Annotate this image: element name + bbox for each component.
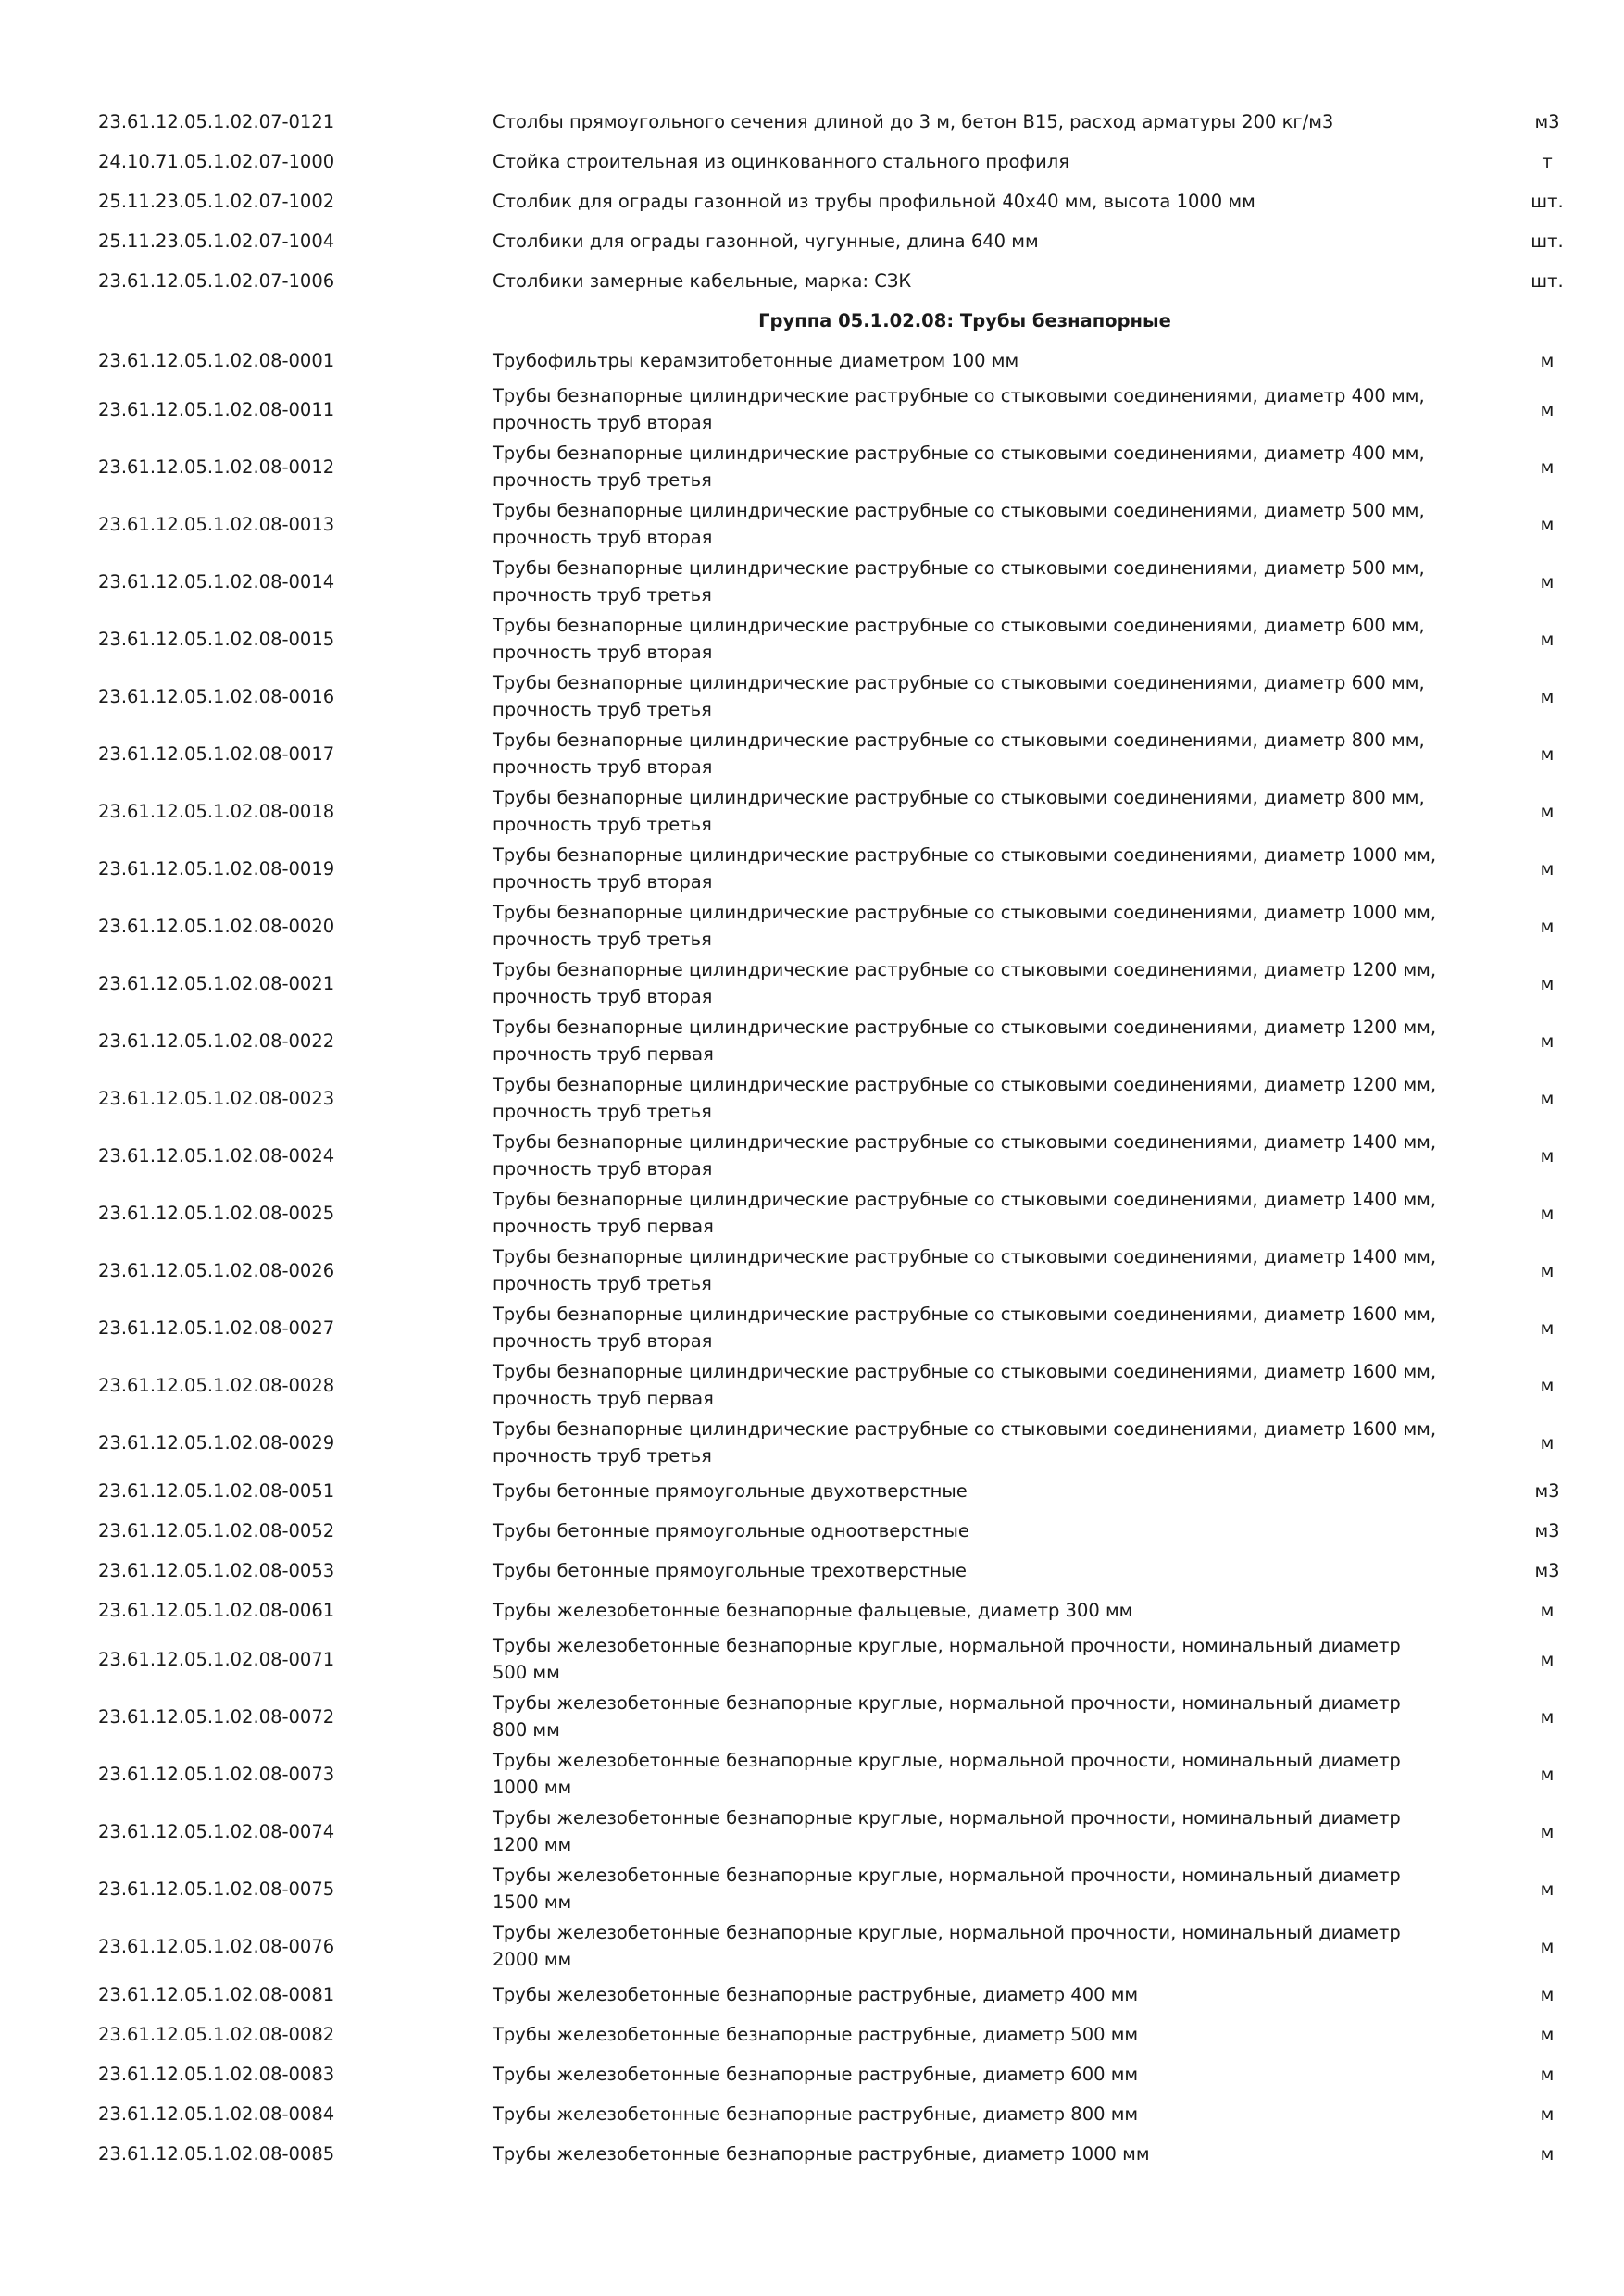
row-code: 23.61.12.05.1.02.08-0076 [98, 1935, 335, 1957]
row-code: 23.61.12.05.1.02.08-0026 [98, 1259, 335, 1281]
row-description: Трубы безнапорные цилиндрические раструбные со стыковыми соединениями, диаметр 600 мм, прочность труб третья [493, 672, 1425, 720]
row-unit: м3 [1534, 1480, 1560, 1502]
row-code: 23.61.12.05.1.02.08-0081 [98, 1984, 335, 2005]
table-row [0, 1242, 1624, 1299]
row-unit: м [1540, 570, 1555, 593]
row-unit: м [1540, 857, 1555, 880]
row-code: 23.61.12.05.1.02.08-0061 [98, 1600, 335, 1621]
row-unit: м [1540, 1648, 1555, 1670]
table-row [0, 1551, 1624, 1591]
row-code: 23.61.12.05.1.02.08-0028 [98, 1374, 335, 1396]
row-description: Трубы железобетонные безнапорные круглые, нормальной прочности, номинальный диаметр 2000 мм [493, 1922, 1401, 1970]
table-row [0, 668, 1624, 725]
row-code: 23.61.12.05.1.02.08-0027 [98, 1316, 335, 1339]
row-code: 23.61.12.05.1.02.08-0072 [98, 1705, 335, 1728]
table-row [0, 1917, 1624, 1975]
row-code: 23.61.12.05.1.02.08-0017 [98, 742, 335, 765]
row-description: Трубы железобетонные безнапорные фальцевые, диаметр 300 мм [493, 1600, 1133, 1621]
row-unit: м [1540, 2024, 1555, 2045]
row-description: Трубы безнапорные цилиндрические раструбные со стыковыми соединениями, диаметр 1400 мм, прочность труб третья [493, 1246, 1437, 1294]
row-code: 23.61.12.05.1.02.07-1006 [98, 270, 335, 292]
table-row [0, 782, 1624, 840]
row-code: 23.61.12.05.1.02.08-0001 [98, 350, 335, 371]
row-unit: м [1540, 1600, 1555, 1621]
row-unit: м [1540, 1878, 1555, 1900]
row-description: Трубы железобетонные безнапорные круглые, нормальной прочности, номинальный диаметр 1200 мм [493, 1807, 1401, 1855]
row-unit: м [1540, 1984, 1555, 2005]
table-row [0, 725, 1624, 782]
row-description: Трубы бетонные прямоугольные двухотверстные [493, 1480, 968, 1502]
table-row [0, 341, 1624, 381]
row-code: 23.61.12.05.1.02.08-0018 [98, 800, 335, 822]
row-code: 23.61.12.05.1.02.08-0073 [98, 1763, 335, 1785]
row-description: Трубы железобетонные безнапорные раструбные, диаметр 400 мм [493, 1984, 1139, 2005]
row-code: 23.61.12.05.1.02.08-0014 [98, 570, 335, 593]
table-row [0, 955, 1624, 1012]
row-description: Трубы безнапорные цилиндрические раструбные со стыковыми соединениями, диаметр 1200 мм, прочность труб вторая [493, 959, 1437, 1007]
table-row [0, 261, 1624, 301]
row-code: 23.61.12.05.1.02.08-0085 [98, 2143, 335, 2165]
table-row [0, 553, 1624, 610]
row-unit: шт. [1530, 270, 1564, 292]
row-description: Трубы железобетонные безнапорные раструбные, диаметр 600 мм [493, 2064, 1139, 2085]
row-description: Трубы безнапорные цилиндрические раструбные со стыковыми соединениями, диаметр 1600 мм, прочность труб первая [493, 1361, 1437, 1409]
row-unit: шт. [1530, 231, 1564, 252]
row-description: Столбы прямоугольного сечения длиной до 3 м, бетон В15, расход арматуры 200 кг/м3 [493, 111, 1334, 132]
row-code: 23.61.12.05.1.02.08-0019 [98, 857, 335, 880]
row-code: 23.61.12.05.1.02.08-0075 [98, 1878, 335, 1900]
rows-before-group [0, 102, 1624, 301]
row-description: Трубы железобетонные безнапорные круглые, нормальной прочности, номинальный диаметр 800 мм [493, 1692, 1401, 1741]
row-unit: м [1540, 1259, 1555, 1281]
table-row [0, 1299, 1624, 1356]
row-description: Трубы безнапорные цилиндрические раструбные со стыковыми соединениями, диаметр 1200 мм, прочность труб первая [493, 1017, 1437, 1065]
row-unit: м [1540, 1935, 1555, 1957]
row-description: Трубы безнапорные цилиндрические раструбные со стыковыми соединениями, диаметр 800 мм, прочность труб третья [493, 787, 1425, 835]
row-code: 23.61.12.05.1.02.08-0051 [98, 1480, 335, 1502]
table-row [0, 495, 1624, 553]
table-row [0, 1356, 1624, 1414]
row-unit: м [1540, 1374, 1555, 1396]
row-description: Столбики замерные кабельные, марка: СЗК [493, 270, 912, 292]
row-unit: м3 [1534, 111, 1560, 132]
table-row [0, 2015, 1624, 2054]
table-row [0, 142, 1624, 181]
row-unit: м [1540, 1144, 1555, 1167]
row-description: Трубы железобетонные безнапорные раструбные, диаметр 1000 мм [493, 2143, 1150, 2165]
group-title: Группа 05.1.02.08: Трубы безнапорные [758, 310, 1171, 331]
row-unit: м [1540, 972, 1555, 994]
table-row [0, 1688, 1624, 1745]
row-code: 23.61.12.05.1.02.08-0024 [98, 1144, 335, 1167]
table-row [0, 1012, 1624, 1069]
row-description: Трубы железобетонные безнапорные круглые, нормальной прочности, номинальный диаметр 1500 мм [493, 1865, 1401, 1913]
row-description: Трубы безнапорные цилиндрические раструбные со стыковыми соединениями, диаметр 500 мм, прочность труб вторая [493, 500, 1425, 548]
table-row [0, 438, 1624, 495]
row-unit: м [1540, 1431, 1555, 1454]
table-row [0, 840, 1624, 897]
table-row [0, 1803, 1624, 1860]
row-code: 23.61.12.05.1.02.08-0016 [98, 685, 335, 707]
row-unit: м [1540, 742, 1555, 765]
table-row [0, 610, 1624, 668]
row-code: 23.61.12.05.1.02.08-0015 [98, 628, 335, 650]
table-row [0, 1511, 1624, 1551]
row-description: Трубы безнапорные цилиндрические раструбные со стыковыми соединениями, диаметр 1600 мм, прочность труб третья [493, 1418, 1437, 1466]
table-row [0, 2054, 1624, 2094]
rows-after-group [0, 341, 1624, 2174]
row-description: Трубы безнапорные цилиндрические раструбные со стыковыми соединениями, диаметр 400 мм, прочность труб вторая [493, 385, 1425, 433]
table-row [0, 1471, 1624, 1511]
row-unit: м [1540, 513, 1555, 535]
table-row [0, 2094, 1624, 2134]
row-code: 23.61.12.05.1.02.08-0074 [98, 1820, 335, 1842]
row-code: 23.61.12.05.1.02.08-0020 [98, 915, 335, 937]
row-unit: м [1540, 2064, 1555, 2085]
row-code: 23.61.12.05.1.02.08-0011 [98, 398, 335, 420]
row-description: Столбики для ограды газонной, чугунные, длина 640 мм [493, 231, 1039, 252]
row-description: Трубы безнапорные цилиндрические раструбные со стыковыми соединениями, диаметр 500 мм, прочность труб третья [493, 557, 1425, 605]
table-row [0, 2134, 1624, 2174]
row-unit: м [1540, 1316, 1555, 1339]
row-description: Стойка строительная из оцинкованного стального профиля [493, 151, 1069, 172]
row-description: Трубы безнапорные цилиндрические раструбные со стыковыми соединениями, диаметр 1000 мм, прочность труб третья [493, 902, 1437, 950]
row-unit: м [1540, 1202, 1555, 1224]
row-code: 23.61.12.05.1.02.08-0052 [98, 1520, 335, 1541]
row-description: Трубы безнапорные цилиндрические раструбные со стыковыми соединениями, диаметр 1400 мм, прочность труб первая [493, 1189, 1437, 1237]
row-unit: м [1540, 685, 1555, 707]
row-code: 23.61.12.05.1.02.08-0083 [98, 2064, 335, 2085]
row-description: Трубы безнапорные цилиндрические раструбные со стыковыми соединениями, диаметр 800 мм, прочность труб вторая [493, 730, 1425, 778]
row-unit: м [1540, 1705, 1555, 1728]
row-code: 23.61.12.05.1.02.07-0121 [98, 111, 335, 132]
row-description: Трубы безнапорные цилиндрические раструбные со стыковыми соединениями, диаметр 1400 мм, прочность труб вторая [493, 1131, 1437, 1179]
row-code: 23.61.12.05.1.02.08-0025 [98, 1202, 335, 1224]
row-unit: м [1540, 350, 1555, 371]
row-code: 23.61.12.05.1.02.08-0013 [98, 513, 335, 535]
row-unit: м [1540, 398, 1555, 420]
row-code: 23.61.12.05.1.02.08-0082 [98, 2024, 335, 2045]
row-code: 23.61.12.05.1.02.08-0022 [98, 1029, 335, 1052]
row-code: 23.61.12.05.1.02.08-0053 [98, 1560, 335, 1581]
row-description: Столбик для ограды газонной из трубы профильной 40х40 мм, высота 1000 мм [493, 191, 1255, 212]
row-description: Трубы безнапорные цилиндрические раструбные со стыковыми соединениями, диаметр 400 мм, прочность труб третья [493, 443, 1425, 491]
table-row [0, 1591, 1624, 1630]
table-row [0, 1630, 1624, 1688]
row-description: Трубы железобетонные безнапорные раструбные, диаметр 500 мм [493, 2024, 1139, 2045]
row-unit: м3 [1534, 1560, 1560, 1581]
table-row [0, 1184, 1624, 1242]
table-row [0, 102, 1624, 142]
row-unit: м3 [1534, 1520, 1560, 1541]
row-unit: м [1540, 915, 1555, 937]
row-description: Трубы железобетонные безнапорные раструбные, диаметр 800 мм [493, 2103, 1139, 2125]
row-code: 25.11.23.05.1.02.07-1004 [98, 231, 335, 252]
row-description: Трубы безнапорные цилиндрические раструбные со стыковыми соединениями, диаметр 1600 мм, прочность труб вторая [493, 1304, 1437, 1352]
table-row [0, 1745, 1624, 1803]
row-unit: м [1540, 628, 1555, 650]
row-description: Трубы бетонные прямоугольные трехотверстные [493, 1560, 968, 1581]
row-description: Трубы железобетонные безнапорные круглые, нормальной прочности, номинальный диаметр 500 мм [493, 1635, 1401, 1683]
row-unit: м [1540, 1087, 1555, 1109]
row-description: Трубы безнапорные цилиндрические раструбные со стыковыми соединениями, диаметр 1200 мм, прочность труб третья [493, 1074, 1437, 1122]
row-description: Трубы железобетонные безнапорные круглые, нормальной прочности, номинальный диаметр 1000 мм [493, 1750, 1401, 1798]
row-code: 24.10.71.05.1.02.07-1000 [98, 151, 335, 172]
table-row [0, 1975, 1624, 2015]
row-unit: м [1540, 1763, 1555, 1785]
table-row [0, 897, 1624, 955]
row-unit: м [1540, 2103, 1555, 2125]
row-code: 23.61.12.05.1.02.08-0012 [98, 455, 335, 478]
row-code: 23.61.12.05.1.02.08-0029 [98, 1431, 335, 1454]
table-row [0, 1069, 1624, 1127]
group-header [0, 301, 1624, 341]
row-unit: м [1540, 800, 1555, 822]
table-row [0, 181, 1624, 221]
row-unit: м [1540, 1820, 1555, 1842]
row-unit: м [1540, 455, 1555, 478]
row-description: Трубы бетонные прямоугольные одноотверстные [493, 1520, 969, 1541]
row-description: Трубы безнапорные цилиндрические раструбные со стыковыми соединениями, диаметр 1000 мм, прочность труб вторая [493, 844, 1437, 892]
table-row [0, 381, 1624, 438]
table-row [0, 1860, 1624, 1917]
row-unit: м [1540, 2143, 1555, 2165]
row-description: Трубофильтры керамзитобетонные диаметром 100 мм [493, 350, 1019, 371]
row-code: 23.61.12.05.1.02.08-0071 [98, 1648, 335, 1670]
row-code: 25.11.23.05.1.02.07-1002 [98, 191, 335, 212]
row-code: 23.61.12.05.1.02.08-0021 [98, 972, 335, 994]
row-unit: шт. [1530, 191, 1564, 212]
table-row [0, 1414, 1624, 1471]
row-code: 23.61.12.05.1.02.08-0023 [98, 1087, 335, 1109]
row-code: 23.61.12.05.1.02.08-0084 [98, 2103, 335, 2125]
table-row [0, 1127, 1624, 1184]
row-unit: т [1542, 151, 1553, 172]
row-unit: м [1540, 1029, 1555, 1052]
price-list [0, 102, 1624, 2174]
table-row [0, 221, 1624, 261]
row-description: Трубы безнапорные цилиндрические раструбные со стыковыми соединениями, диаметр 600 мм, прочность труб вторая [493, 615, 1425, 663]
